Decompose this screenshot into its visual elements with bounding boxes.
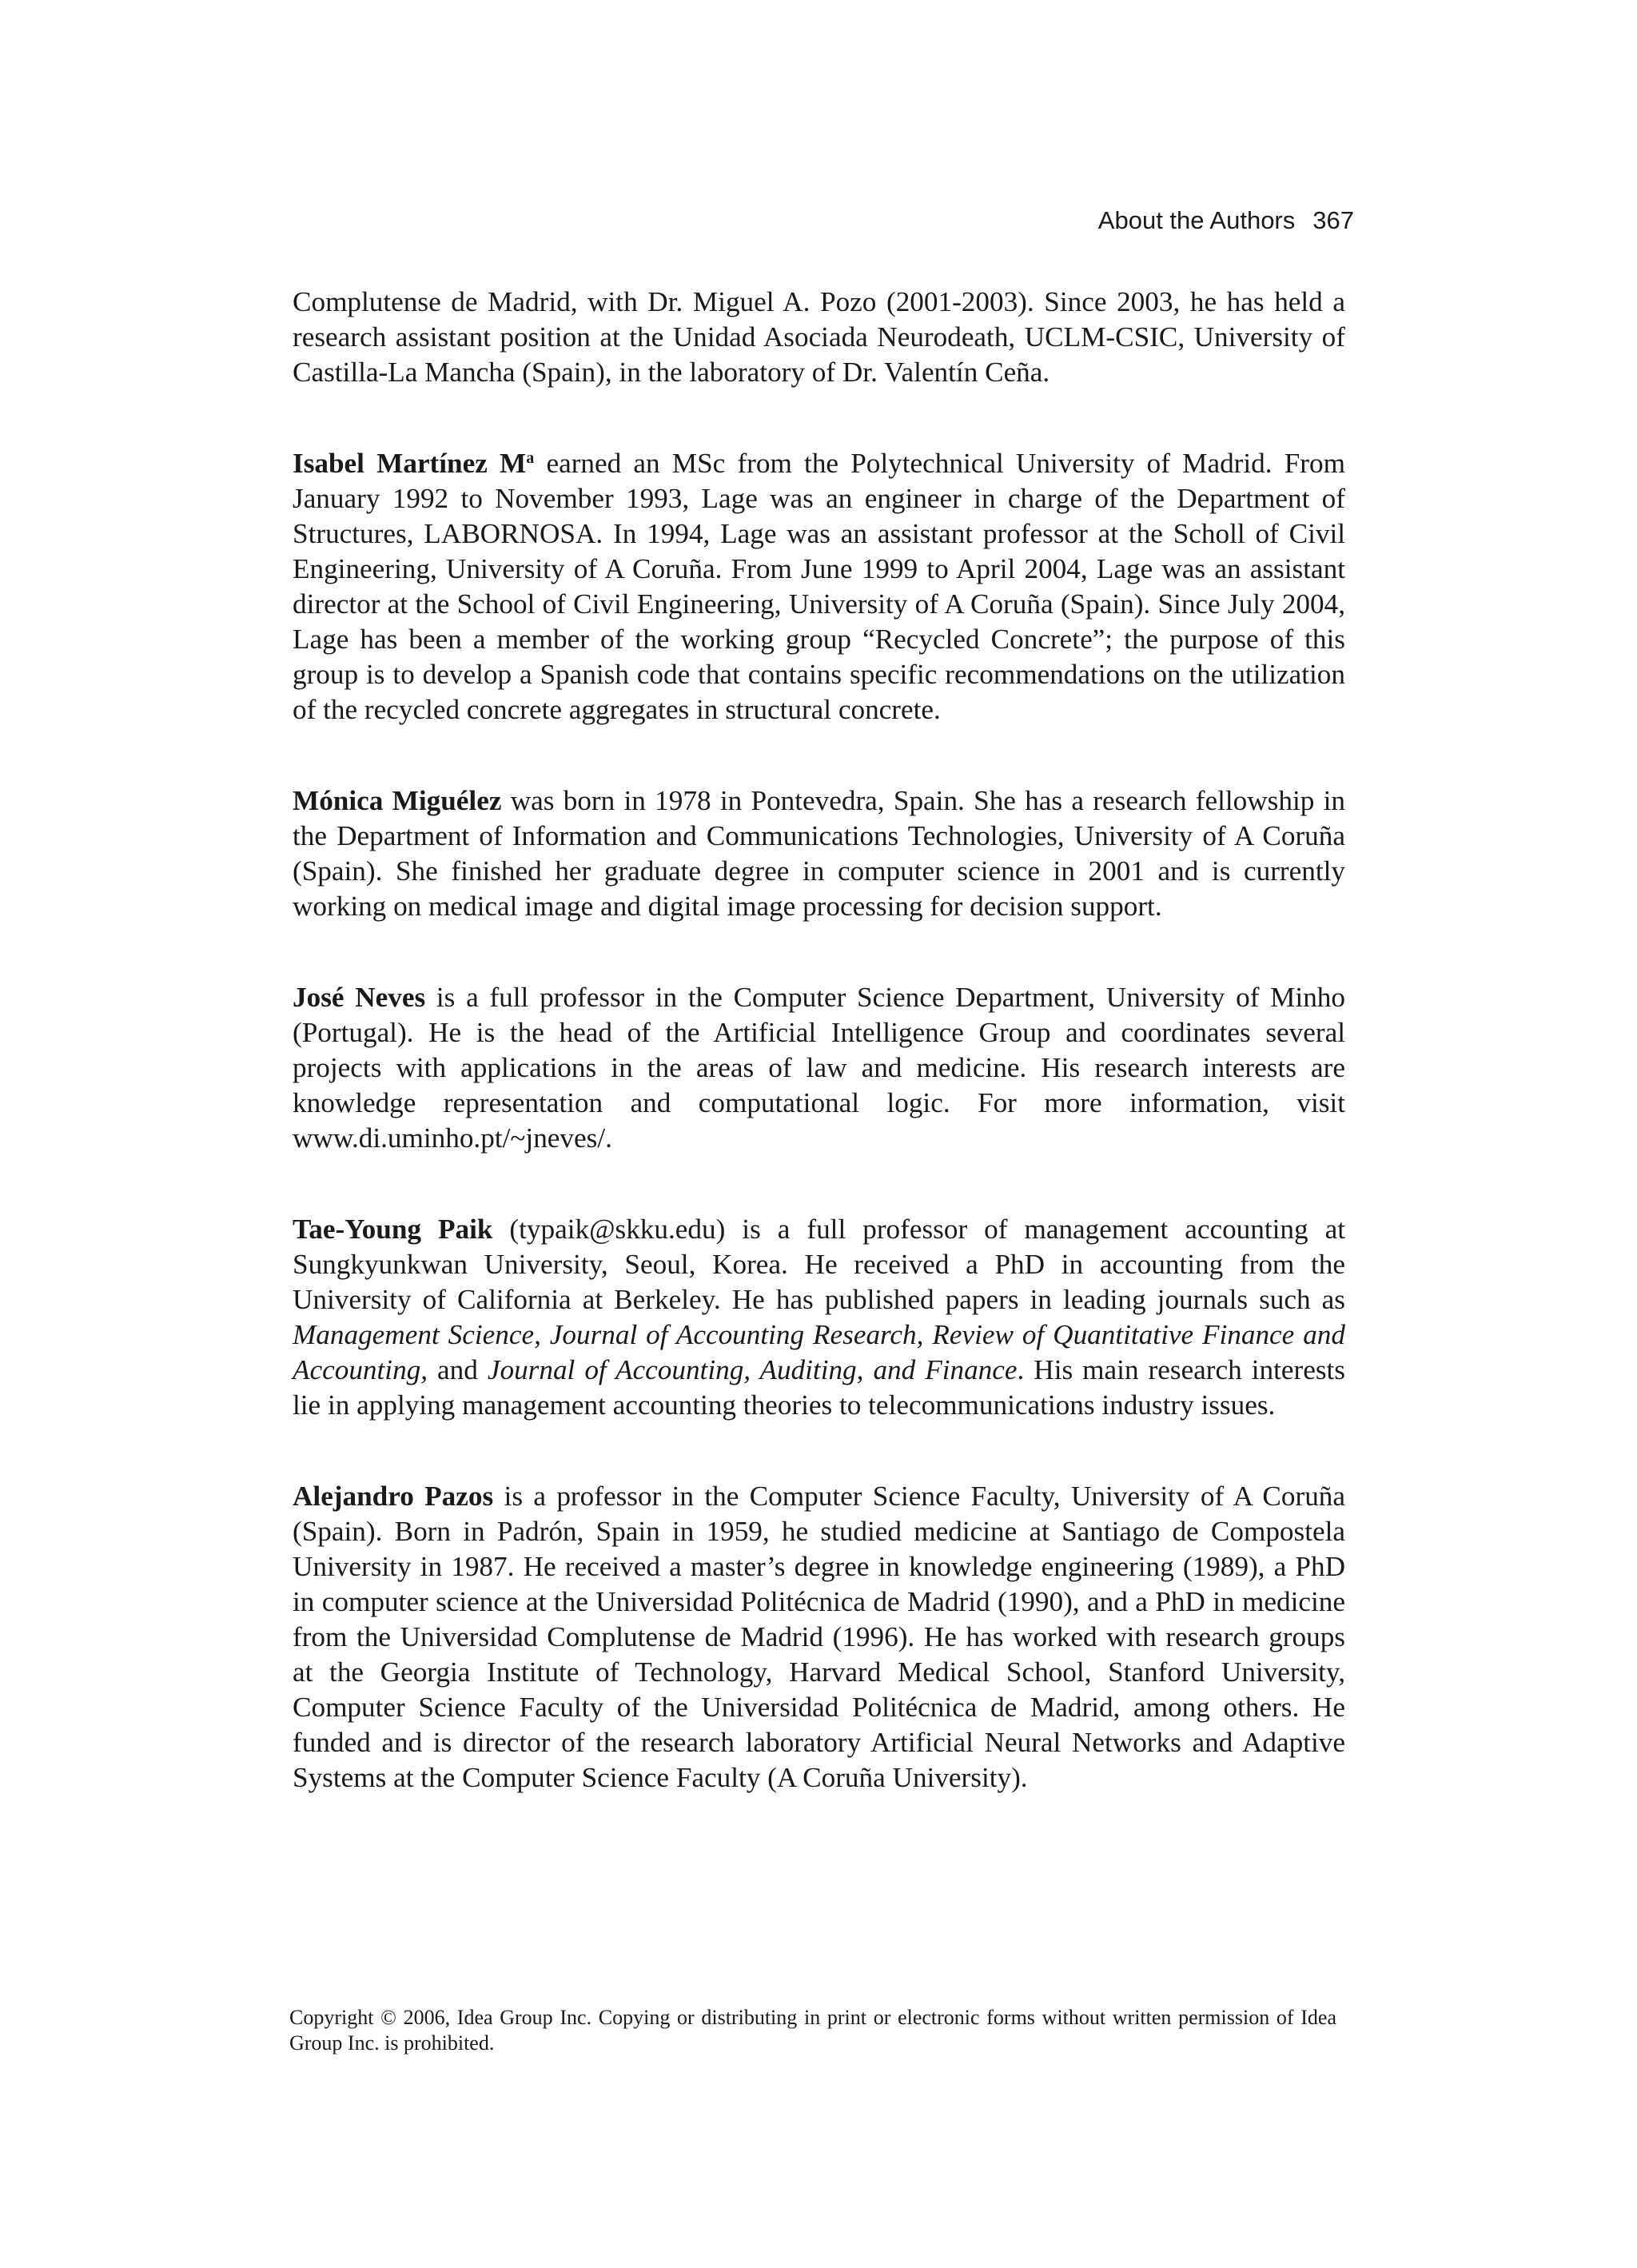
bio-text: earned an MSc from the Polytechnical University of Madrid. From January 1992 to November 1993, Lage was an engineer in charge of the Department of Structures, LABORNOSA. In 1994, Lage was an assistant professor at the Scholl of Civil Engineering, University of A Coruña. From June 1999 to April 2004, Lage was an assistant director at the School of Civil Engineering, University of A Coruña (Spain). Since July 2004, Lage has been a member of the working group “Recycled Concrete”; the purpose of this group is to develop a Spanish code that contains specific recommendations on the utilization of the recycled concrete aggregates in structural concrete. [293, 448, 1345, 725]
name-superscript: a [526, 449, 535, 467]
copyright-notice: Copyright © 2006, Idea Group Inc. Copying or distributing in print or electronic forms without written permission of Idea Group Inc. is prohibited. [289, 2006, 1336, 2055]
author-name: Mónica Miguélez [293, 785, 502, 816]
author-name: Alejandro Pazos [293, 1481, 494, 1512]
journal-titles: Management Science, Journal of Accounting Research, Review of Quantitative Finance and Accounting, [293, 1319, 1345, 1385]
journal-titles: Journal of Accounting, Auditing, and Finance [487, 1354, 1018, 1385]
running-head [1098, 206, 1354, 235]
bio-text: is a professor in the Computer Science Faculty, University of A Coruña (Spain). Born in Padrón, Spain in 1959, he studied medicine at Santiago de Compostela University in 1987. He received a master’s degree in knowledge engineering (1989), a PhD in computer science at the Universidad Politécnica de Madrid (1990), and a PhD in medicine from the Universidad Complutense de Madrid (1996). He has worked with research groups at the Georgia Institute of Technology, Harvard Medical School, Stanford University, Computer Science Faculty of the Universidad Politécnica de Madrid, among others. He funded and is director of the research laboratory Artificial Neural Networks and Adaptive Systems at the Computer Science Faculty (A Coruña University). [293, 1481, 1346, 1793]
page-number: 367 [1312, 206, 1354, 234]
bio-pazos [293, 1479, 1345, 1796]
bio-neves [293, 980, 1345, 1156]
author-name: José Neves [293, 982, 426, 1013]
bio-continuation [293, 285, 1345, 390]
bio-miguelez [293, 783, 1345, 924]
bio-text: was born in 1978 in Pontevedra, Spain. She has a research fellowship in the Department of Information and Communications Technologies, University of A Coruña (Spain). She finished her graduate degree in computer science in 2001 and is currently working on medical image and digital image processing for decision support. [293, 785, 1345, 922]
bio-text: and [428, 1354, 488, 1385]
bio-text: . His main research interests lie in applying management accounting theories to telecommunications industry issues. [293, 1354, 1345, 1421]
bio-text: (typaik@skku.edu) is a full professor of management accounting at Sungkyunkwan University, Seoul, Korea. He received a PhD in accounting from the University of California at Berkeley. He has published papers in leading journals such as [293, 1214, 1345, 1315]
bio-paik [293, 1212, 1345, 1423]
bio-martinez [293, 446, 1345, 727]
bio-continuation-text: Complutense de Madrid, with Dr. Miguel A. Pozo (2001-2003). Since 2003, he has held a research assistant position at the Unidad Asociada Neurodeath, UCLM-CSIC, University of Castilla-La Mancha (Spain), in the laboratory of Dr. Valentín Ceña. [293, 286, 1345, 388]
section-title: About the Authors [1097, 206, 1296, 234]
bio-text: is a full professor in the Computer Science Department, University of Minho (Portugal). He is the head of the Artificial Intelligence Group and coordinates several projects with applications in the areas of law and medicine. His research interests are knowledge representation and computational logic. For more information, visit www.di.uminho.pt/~jneves/. [293, 982, 1345, 1154]
author-name: Isabel Martínez $M^a$ [293, 448, 535, 479]
author-bios [293, 285, 1345, 1796]
author-name: Tae-Young Paik [293, 1214, 493, 1245]
